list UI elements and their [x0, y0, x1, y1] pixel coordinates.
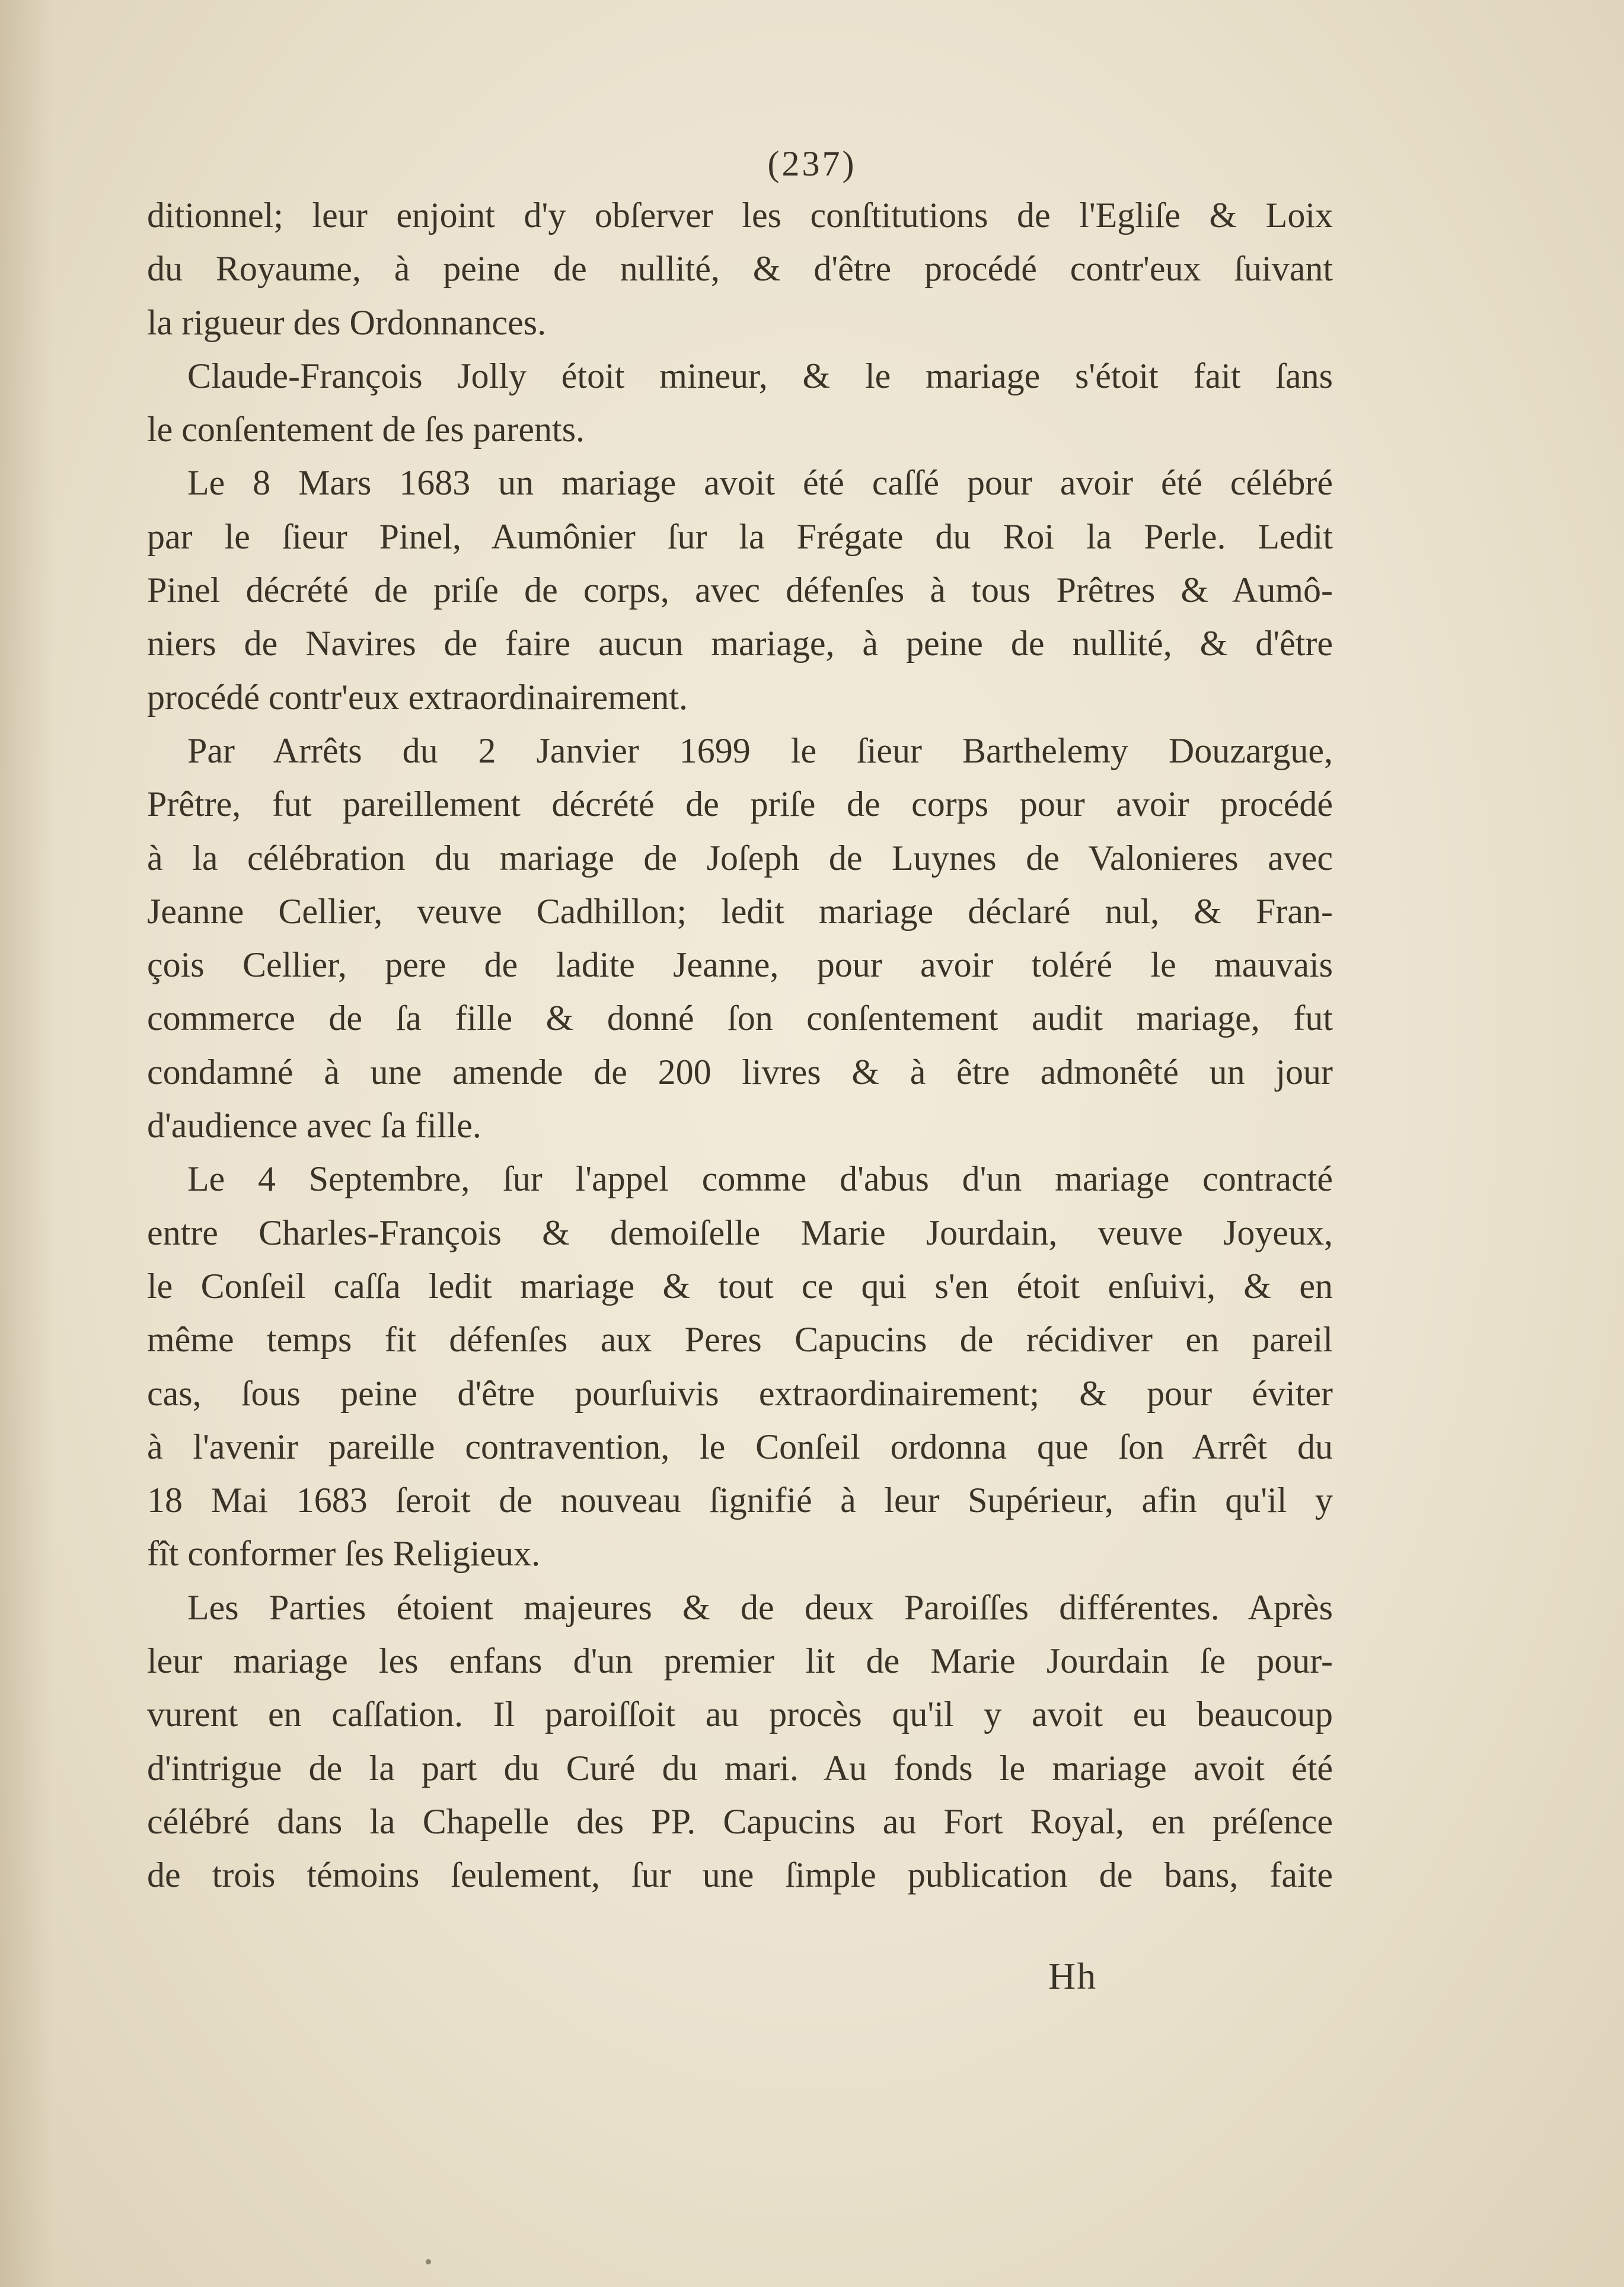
text-line: de trois témoins ſeulement, ſur une ſimple publication de bans, faite — [147, 1855, 1333, 1895]
text-line: Pinel décrété de priſe de corps, avec défenſes à tous Prêtres & Aumô- — [147, 570, 1333, 610]
text-line: Le 4 Septembre, ſur l'appel comme d'abus d'un mariage contracté — [187, 1159, 1333, 1199]
text-line: Jeanne Cellier, veuve Cadhillon; ledit mariage déclaré nul, & Fran- — [147, 891, 1333, 931]
text-line: le Conſeil caſſa ledit mariage & tout ce qui s'en étoit enſuivi, & en — [147, 1266, 1333, 1306]
text-line: du Royaume, à peine de nullité, & d'être procédé contr'eux ſuivant — [147, 249, 1333, 289]
body-text — [147, 189, 1333, 1902]
text-line: par le ſieur Pinel, Aumônier ſur la Frégate du Roi la Perle. Ledit — [147, 516, 1333, 556]
text-line: d'intrigue de la part du Curé du mari. Au fonds le mariage avoit été — [147, 1748, 1333, 1788]
paper-speck — [426, 2259, 431, 2264]
text-line: même temps fit défenſes aux Peres Capucins de récidiver en pareil — [147, 1320, 1333, 1360]
page-fold-shadow — [0, 0, 53, 2287]
page-number: (237) — [767, 144, 857, 183]
text-line: vurent en caſſation. Il paroiſſoit au procès qu'il y avoit eu beaucoup — [147, 1695, 1333, 1734]
text-line: ditionnel; leur enjoint d'y obſerver les conſtitutions de l'Egliſe & Loix — [147, 196, 1333, 235]
text-line: condamné à une amende de 200 livres & à être admonêté un jour — [147, 1052, 1333, 1092]
text-line: çois Cellier, pere de ladite Jeanne, pour avoir toléré le mauvais — [147, 945, 1333, 985]
text-line: leur mariage les enfans d'un premier lit de Marie Jourdain ſe pour- — [147, 1641, 1333, 1681]
signature-mark: Hh — [1048, 1955, 1097, 1997]
text-line: entre Charles-François & demoiſelle Marie Jourdain, veuve Joyeux, — [147, 1213, 1333, 1252]
text-line: 18 Mai 1683 ſeroit de nouveau ſignifié à leur Supérieur, afin qu'il y — [147, 1481, 1333, 1520]
text-line: procédé contr'eux extraordinairement. — [147, 677, 688, 717]
text-line: cas, ſous peine d'être pourſuivis extraordinairement; & pour éviter — [147, 1373, 1333, 1413]
text-line: célébré dans la Chapelle des PP. Capucins au Fort Royal, en préſence — [147, 1801, 1333, 1841]
text-line: Les Parties étoient majeures & de deux Paroiſſes différentes. Après — [187, 1587, 1333, 1627]
text-line: Claude-François Jolly étoit mineur, & le mariage s'étoit fait ſans — [187, 356, 1333, 395]
text-line: d'audience avec ſa fille. — [147, 1106, 481, 1146]
text-line: à l'avenir pareille contravention, le Conſeil ordonna que ſon Arrêt du — [147, 1427, 1333, 1466]
text-line: Prêtre, fut pareillement décrété de priſe de corps pour avoir procédé — [147, 784, 1333, 824]
text-line: commerce de ſa fille & donné ſon conſentement audit mariage, fut — [147, 999, 1333, 1038]
text-line: à la célébration du mariage de Joſeph de Luynes de Valonieres avec — [147, 838, 1333, 878]
text-line: le conſentement de ſes parents. — [147, 410, 585, 449]
text-line: niers de Navires de faire aucun mariage, à peine de nullité, & d'être — [147, 624, 1333, 664]
text-line: la rigueur des Ordonnances. — [147, 302, 547, 342]
text-line: fît conformer ſes Religieux. — [147, 1534, 541, 1574]
text-line: Par Arrêts du 2 Janvier 1699 le ſieur Barthelemy Douzargue, — [187, 731, 1333, 770]
text-line: Le 8 Mars 1683 un mariage avoit été caſſé pour avoir été célébré — [187, 463, 1333, 503]
